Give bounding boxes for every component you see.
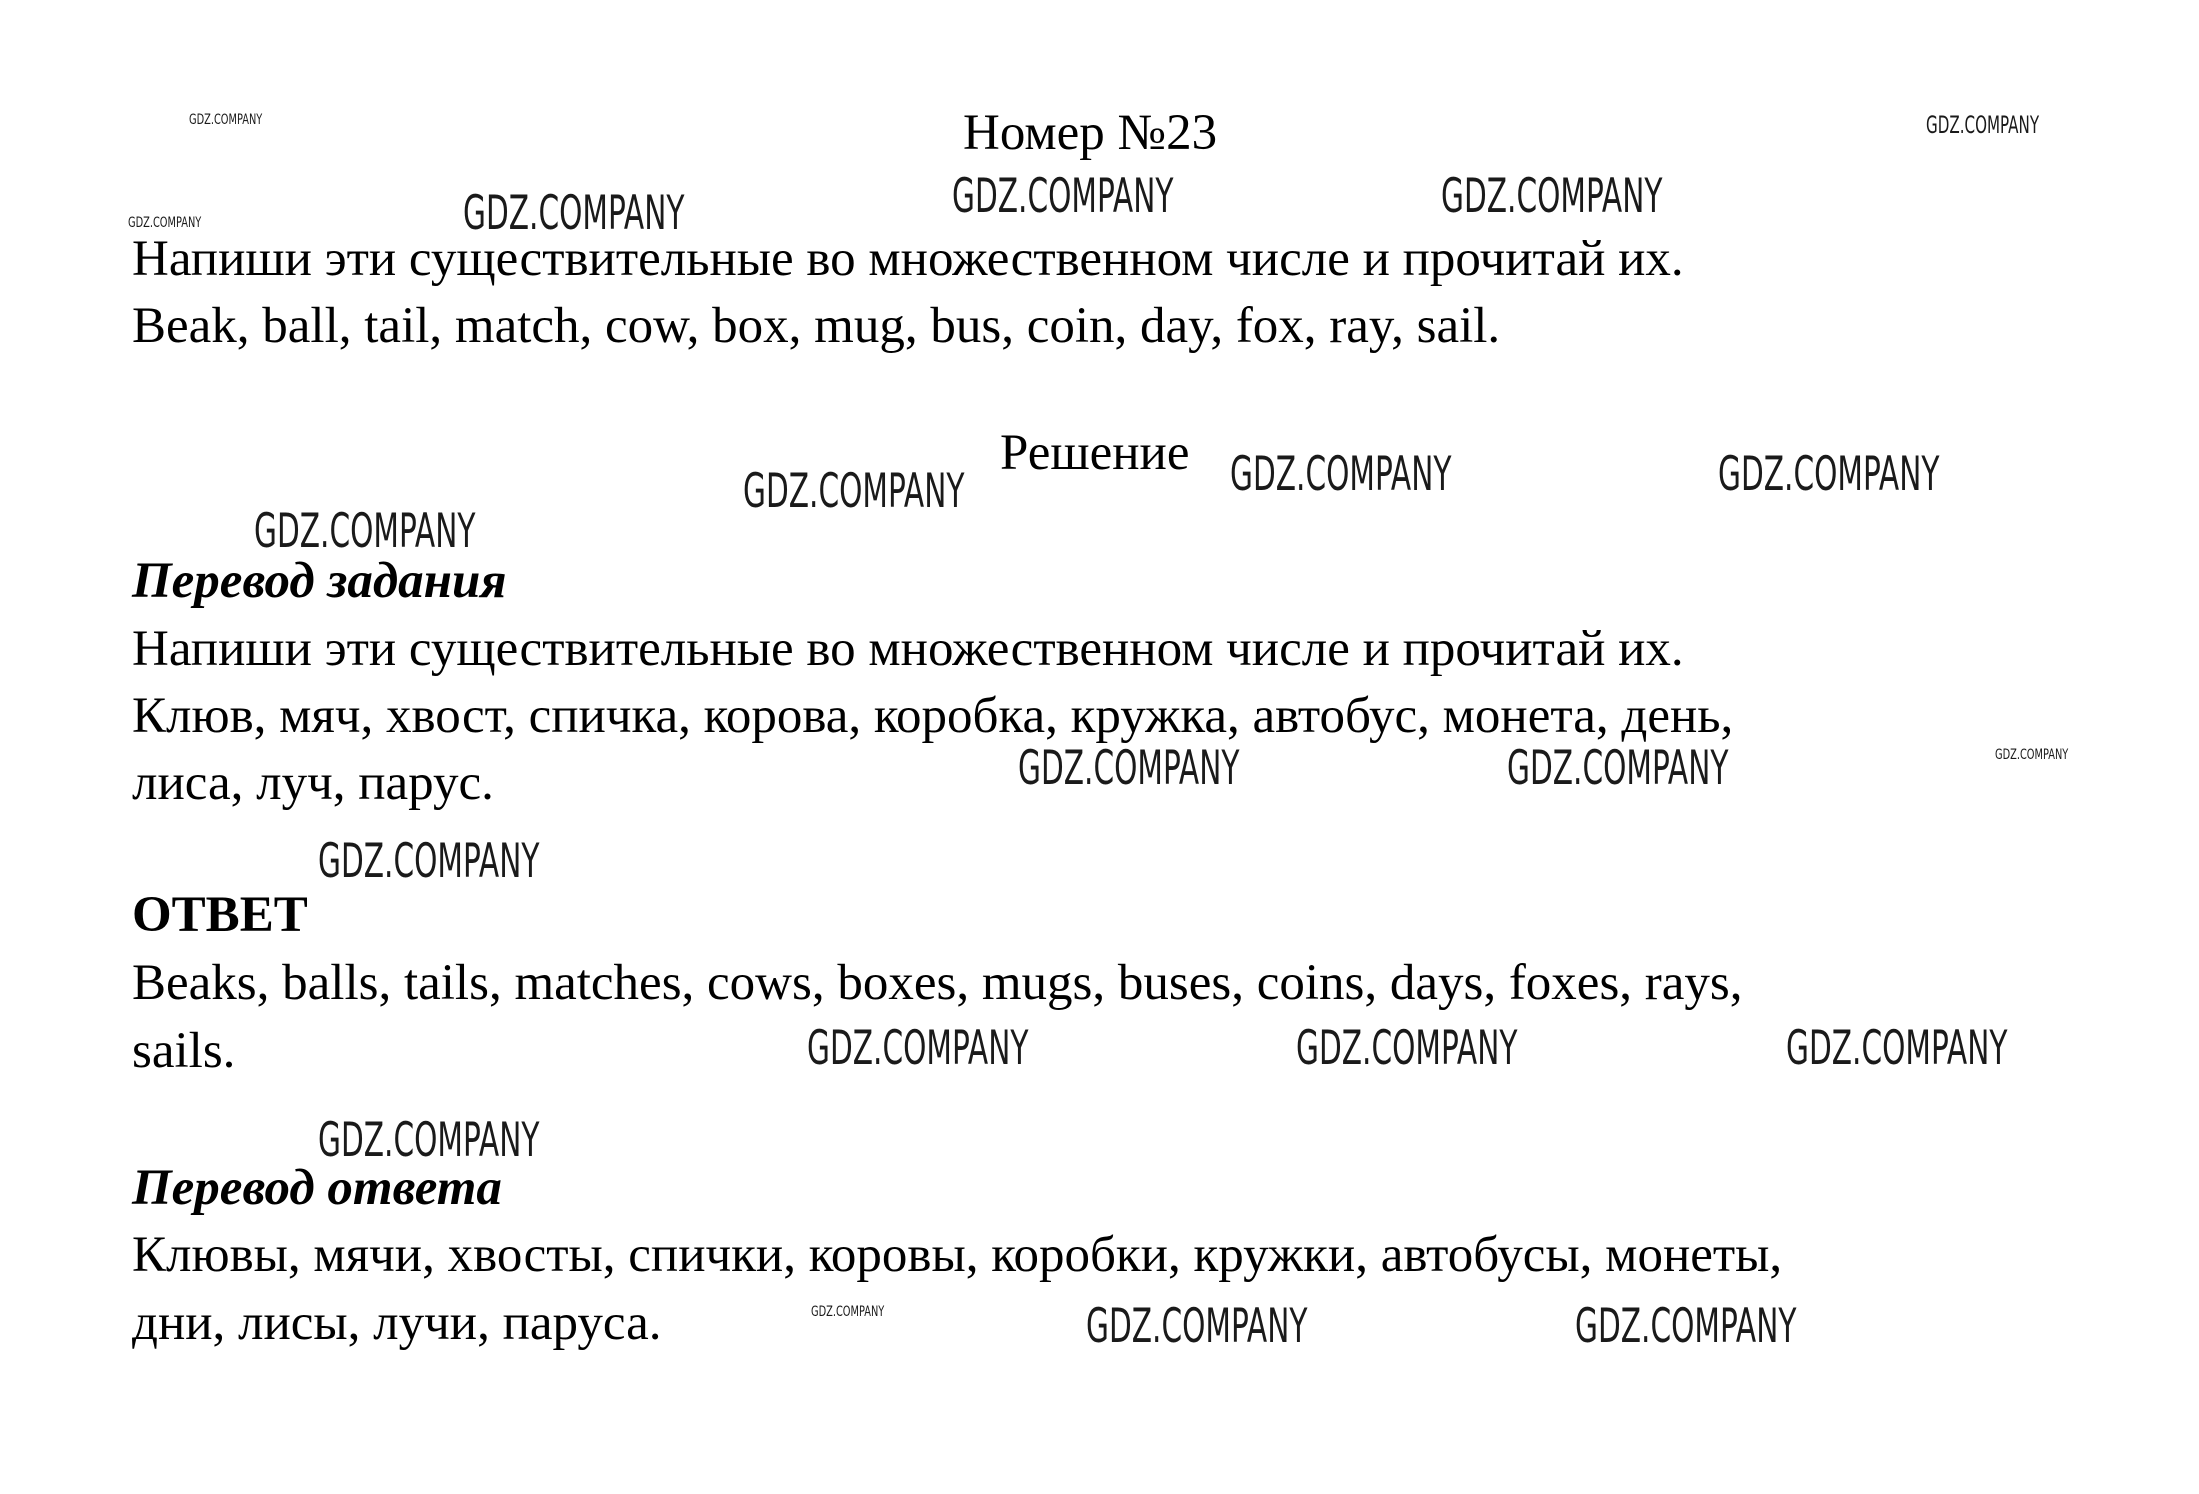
watermark: GDZ.COMPANY (743, 464, 965, 519)
watermark: GDZ.COMPANY (1018, 741, 1240, 796)
watermark: GDZ.COMPANY (807, 1021, 1029, 1076)
solution-title: Решение (1000, 425, 1190, 481)
watermark: GDZ.COMPANY (254, 504, 476, 559)
task-line-2: Beak, ball, tail, match, cow, box, mug, bus, coin, day, fox, ray, sail. (132, 298, 1501, 354)
task-translation-line-1: Напиши эти существительные во множественном числе и прочитай их. (132, 621, 1684, 677)
watermark: GDZ.COMPANY (1296, 1021, 1518, 1076)
watermark: GDZ.COMPANY (1507, 741, 1729, 796)
answer-translation-line-2: дни, лисы, лучи, паруса. (132, 1295, 662, 1351)
answer-translation-line-1: Клювы, мячи, хвосты, спички, коровы, коробки, кружки, автобусы, монеты, (132, 1227, 1783, 1283)
watermark: GDZ.COMPANY (189, 112, 263, 128)
task-translation-heading: Перевод задания (132, 553, 507, 609)
answer-heading: ОТВЕТ (132, 887, 308, 943)
watermark: GDZ.COMPANY (1786, 1021, 2008, 1076)
task-translation-line-2: Клюв, мяч, хвост, спичка, корова, коробка, кружка, автобус, монета, день, (132, 688, 1734, 744)
watermark: GDZ.COMPANY (128, 215, 202, 231)
watermark: GDZ.COMPANY (463, 186, 685, 241)
watermark: GDZ.COMPANY (1995, 747, 2069, 763)
watermark: GDZ.COMPANY (811, 1304, 885, 1320)
task-line-1: Напиши эти существительные во множественном числе и прочитай их. (132, 231, 1684, 287)
answer-line-2: sails. (132, 1023, 236, 1079)
answer-translation-heading: Перевод ответа (132, 1160, 502, 1216)
watermark: GDZ.COMPANY (1718, 447, 1940, 502)
watermark: GDZ.COMPANY (1575, 1299, 1797, 1354)
page-title: Номер №23 (963, 105, 1218, 161)
watermark: GDZ.COMPANY (952, 169, 1174, 224)
watermark: GDZ.COMPANY (318, 834, 540, 889)
watermark: GDZ.COMPANY (1441, 169, 1663, 224)
task-translation-line-3: лиса, луч, парус. (132, 755, 494, 811)
watermark: GDZ.COMPANY (1926, 111, 2040, 139)
answer-line-1: Beaks, balls, tails, matches, cows, boxes, mugs, buses, coins, days, foxes, rays, (132, 955, 1743, 1011)
watermark: GDZ.COMPANY (318, 1113, 540, 1168)
watermark: GDZ.COMPANY (1230, 447, 1452, 502)
watermark: GDZ.COMPANY (1086, 1299, 1308, 1354)
